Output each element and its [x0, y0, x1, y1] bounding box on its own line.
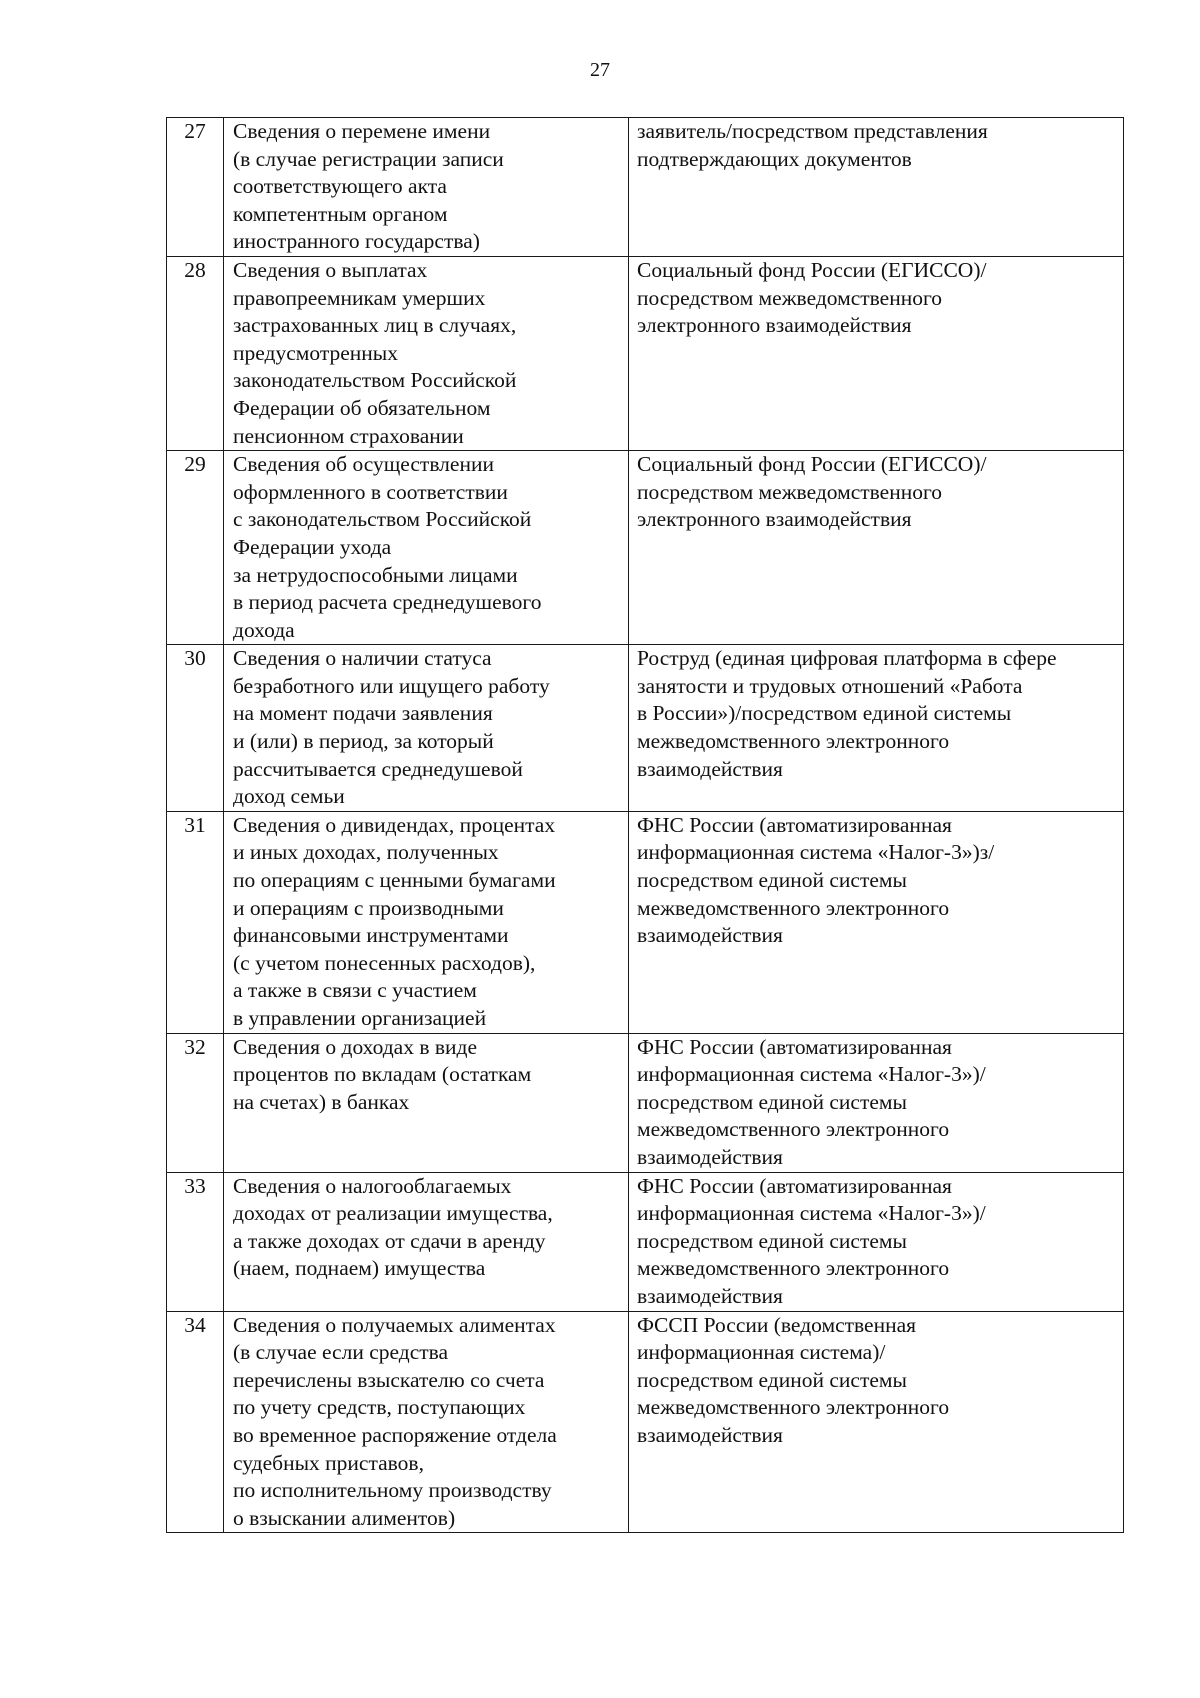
row-number-text: 33: [184, 1173, 206, 1198]
source-text: Социальный фонд России (ЕГИССО)/ посредством межведомственного электронного взаимодействия: [637, 257, 987, 338]
information-text: Сведения о выплатах правопреемникам умерших застрахованных лиц в случаях, предусмотренных законодательством Российской Федерации об обязательном пенсионном страховании: [233, 257, 517, 448]
source-cell: [629, 1311, 1124, 1533]
table-row: [167, 451, 1124, 645]
source-cell: [629, 451, 1124, 645]
source-text: заявитель/посредством представления подтверждающих документов: [637, 119, 988, 171]
row-number: [167, 1033, 224, 1172]
information-text: Сведения о перемене имени (в случае регистрации записи соответствующего акта компетентным органом иностранного государства): [233, 119, 504, 254]
source-text: Роструд (единая цифровая платформа в сфере занятости и трудовых отношений «Работа в России»)/посредством единой системы межведомственного электронного взаимодействия: [637, 646, 1057, 781]
table-row: [167, 1033, 1124, 1172]
information-text: Сведения о дивидендах, процентах и иных доходах, полученных по операциям с ценными бумагами и операциям с производными финансовыми инструментами (с учетом понесенных расходов), а также в связи с участием в управлении организацией: [233, 812, 556, 1030]
information-cell: [224, 645, 629, 812]
source-cell: [629, 1033, 1124, 1172]
source-cell: [629, 118, 1124, 257]
row-number-text: 32: [184, 1034, 206, 1059]
row-number: [167, 1311, 224, 1533]
row-number-text: 28: [184, 257, 206, 282]
source-text: ФНС России (автоматизированная информационная система «Налог-3»)/ посредством единой системы межведомственного электронного взаимодействия: [637, 1034, 986, 1169]
row-number: [167, 811, 224, 1033]
information-text: Сведения о получаемых алиментах (в случае если средства перечислены взыскателю со счета по учету средств, поступающих во временное распоряжение отдела судебных приставов, по исполнительному производству о взыскании алиментов): [233, 1312, 557, 1530]
table-row: [167, 256, 1124, 450]
row-number: [167, 256, 224, 450]
data-sources-table: [166, 117, 1124, 1533]
information-cell: [224, 1172, 629, 1311]
source-cell: [629, 256, 1124, 450]
source-text: ФНС России (автоматизированная информационная система «Налог-3»)з/ посредством единой системы межведомственного электронного взаимодействия: [637, 812, 995, 948]
row-number-text: 27: [184, 119, 206, 143]
row-number-text: 31: [184, 812, 206, 837]
information-cell: [224, 1033, 629, 1172]
table-row: [167, 118, 1124, 257]
row-number: [167, 645, 224, 812]
row-number-text: 34: [184, 1312, 206, 1337]
table-row: [167, 811, 1124, 1033]
information-cell: [224, 451, 629, 645]
information-text: Сведения о наличии статуса безработного или ищущего работу на момент подачи заявления и (или) в период, за который рассчитывается среднедушевой доход семьи: [233, 646, 550, 809]
row-number-text: 29: [184, 452, 206, 477]
source-text: Социальный фонд России (ЕГИССО)/ посредством межведомственного электронного взаимодействия: [637, 452, 987, 532]
source-text: ФНС России (автоматизированная информационная система «Налог-3»)/ посредством единой системы межведомственного электронного взаимодействия: [637, 1173, 986, 1308]
information-text: Сведения о доходах в виде процентов по вкладам (остаткам на счетах) в банках: [233, 1034, 532, 1114]
row-number: [167, 451, 224, 645]
information-cell: [224, 811, 629, 1033]
information-cell: [224, 118, 629, 257]
source-text: ФССП России (ведомственная информационная система)/ посредством единой системы межведомственного электронного взаимодействия: [637, 1312, 950, 1447]
row-number-text: 30: [184, 646, 206, 671]
row-number: [167, 1172, 224, 1311]
row-number: [167, 118, 224, 257]
source-cell: [629, 811, 1124, 1033]
page-number: 27: [590, 59, 610, 81]
table-row: [167, 1311, 1124, 1533]
information-cell: [224, 256, 629, 450]
information-text: Сведения об осуществлении оформленного в соответствии с законодательством Российской Федерации ухода за нетрудоспособными лицами в период расчета среднедушевого дохода: [233, 452, 542, 642]
information-cell: [224, 1311, 629, 1533]
information-text: Сведения о налогооблагаемых доходах от реализации имущества, а также доходах от сдачи в аренду (наем, поднаем) имущества: [233, 1173, 553, 1281]
table-row: [167, 645, 1124, 812]
source-cell: [629, 1172, 1124, 1311]
source-cell: [629, 645, 1124, 812]
table-row: [167, 1172, 1124, 1311]
